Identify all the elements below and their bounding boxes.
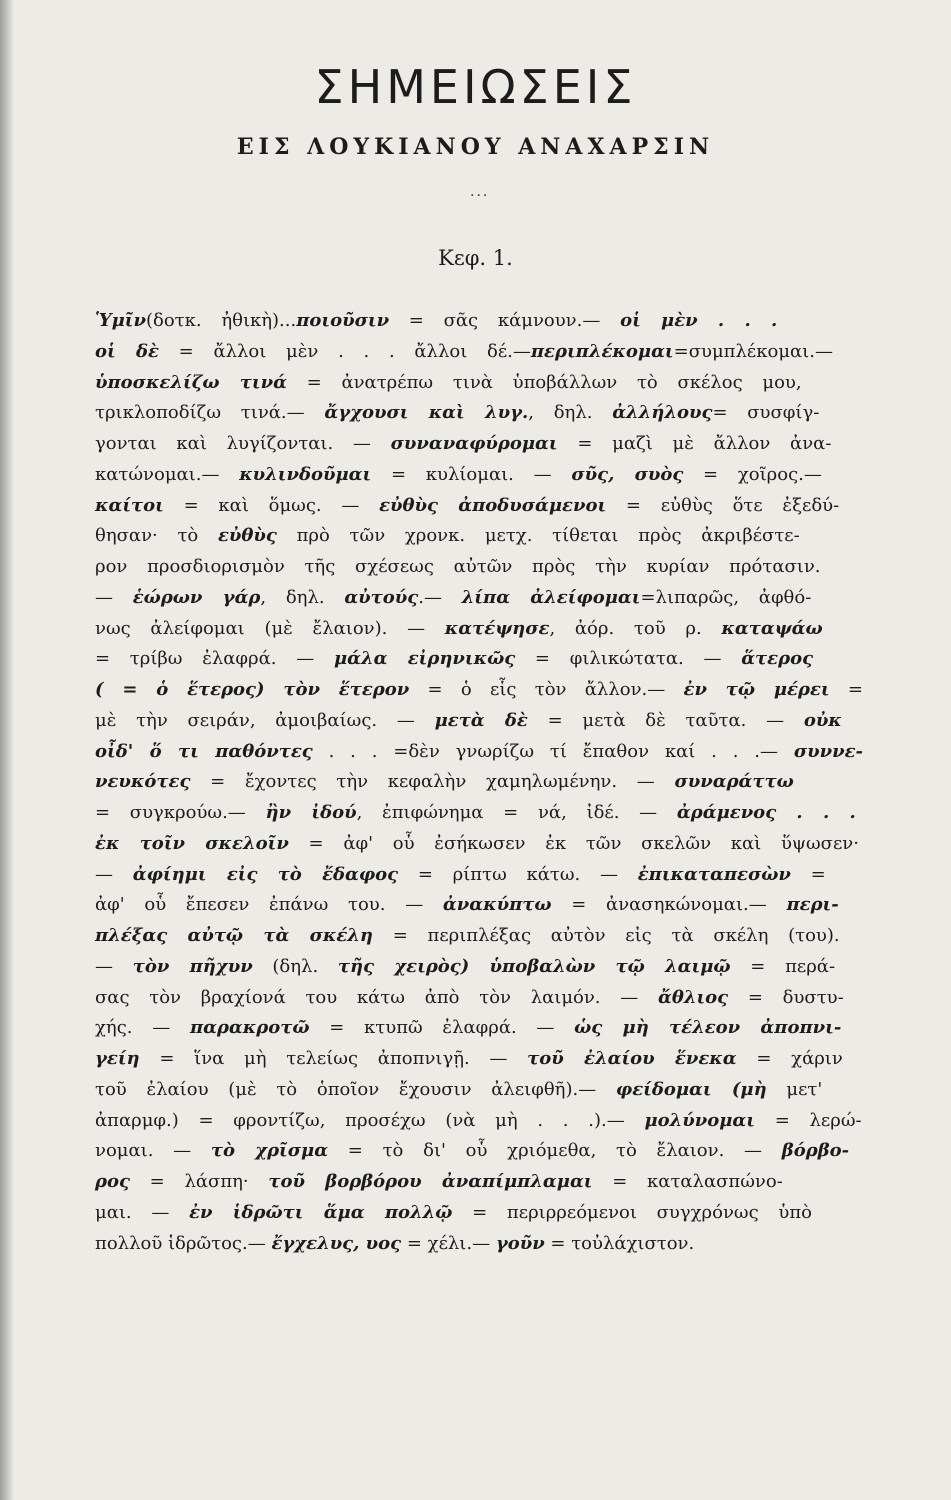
- lemma-term: ἐκ τοῖν σκελοῖν: [95, 832, 289, 854]
- lemma-term: ἐπικαταπεσὼν: [637, 863, 791, 885]
- gloss-text: = εὐθὺς ὅτε ἐξεδύ-: [606, 494, 840, 516]
- gloss-text: = περιρρεόμενοι συγχρόνως ὑπὸ: [452, 1201, 812, 1223]
- lemma-term: ρος: [95, 1171, 130, 1192]
- lemma-term: καίτοι: [95, 494, 164, 516]
- gloss-text: = μαζὶ μὲ ἄλλον ἀνα-: [557, 433, 832, 454]
- lemma-term: Ὑμῖν: [95, 310, 146, 331]
- gloss-text: = φιλικώτατα. —: [515, 648, 742, 670]
- text-line: [95, 798, 863, 829]
- lemma-term: οἶδ' ὅ τι παθόντες: [95, 740, 313, 762]
- gloss-text: , δηλ.: [260, 586, 345, 608]
- text-line: [95, 675, 863, 706]
- lemma-term: φείδομαι (μὴ: [615, 1078, 767, 1100]
- lemma-term: ἄθλιος: [657, 986, 729, 1008]
- gloss-text: =: [790, 863, 826, 885]
- page-subtitle: ΕΙΣ ΛΟΥΚΙΑΝΟΥ ΑΝΑΧΑΡΣΙΝ: [236, 134, 715, 160]
- lemma-term: συναράττω: [674, 771, 794, 793]
- gloss-text: τρικλοποδίζω τινά.—: [95, 402, 325, 424]
- gloss-text: = ἔχοντες τὴν κεφαλὴν χαμηλωμένην. —: [190, 771, 675, 793]
- text-line: [95, 614, 863, 645]
- gloss-text: νως ἀλείφομαι (μὲ ἔλαιον). —: [95, 617, 445, 639]
- lemma-term: γείη: [95, 1048, 140, 1069]
- gloss-text: χής. —: [95, 1017, 190, 1039]
- lemma-term: πλέξας αὐτῷ τὰ σκέλη: [95, 925, 373, 946]
- lemma-term: ἅτερος: [741, 648, 814, 670]
- lemma-term: περιπλέκομαι: [530, 340, 674, 362]
- lemma-term: συννε-: [793, 740, 863, 762]
- lemma-term: μετὰ δὲ: [434, 709, 528, 731]
- gloss-text: = τοὐλάχιστον.: [544, 1232, 695, 1254]
- gloss-text: (δηλ.: [252, 955, 338, 977]
- text-line: [95, 767, 863, 798]
- text-line: [95, 1167, 863, 1198]
- gloss-text: —: [95, 863, 133, 885]
- text-line: [95, 429, 863, 460]
- text-line: [95, 952, 863, 983]
- text-line: [95, 860, 863, 891]
- gloss-text: = κτυπῶ ἐλαφρά. —: [309, 1017, 575, 1039]
- gloss-text: ἀπαρμφ.) = φροντίζω, προσέχω (νὰ μὴ . . .).—: [95, 1109, 645, 1131]
- gloss-text: = ἵνα μὴ τελείως ἀποπνιγῇ. —: [139, 1048, 528, 1069]
- text-line: [95, 460, 863, 491]
- lemma-term: ἢν ἰδού: [265, 802, 357, 823]
- gloss-text: ἀφ' οὗ ἔπεσεν ἐπάνω του. —: [95, 894, 443, 916]
- lemma-term: παρακροτῶ: [189, 1017, 310, 1039]
- gloss-text: . . . =δὲν γνωρίζω τί ἔπαθον καί . . .—: [312, 740, 794, 762]
- gloss-text: μετ': [766, 1078, 823, 1100]
- gloss-text: = λερώ-: [754, 1109, 862, 1131]
- text-line: [95, 1229, 863, 1260]
- lemma-term: ἀλλήλους: [612, 402, 713, 424]
- gloss-text: = ἄλλοι μὲν . . . ἄλλοι δέ.—: [158, 340, 531, 362]
- gloss-text: —: [95, 955, 133, 977]
- text-line: [95, 306, 863, 337]
- gloss-text: = δυστυ-: [728, 986, 844, 1008]
- gloss-text: = συγκρούω.—: [95, 802, 266, 823]
- gloss-text: ρον προσδιορισμὸν τῆς σχέσεως αὐτῶν πρὸς τὴν κυρίαν πρότασιν.: [95, 556, 821, 577]
- commentary-text: [95, 306, 863, 1259]
- text-line: [95, 583, 863, 614]
- lemma-term: ἀράμενος . . .: [676, 802, 856, 823]
- text-line: [95, 398, 863, 429]
- text-line: [95, 552, 863, 583]
- gloss-text: = ἀφ' οὗ ἐσήκωσεν ἐκ τῶν σκελῶν καὶ ὕψωσεν·: [288, 832, 859, 854]
- text-line: [95, 1198, 863, 1229]
- gloss-text: , ἀόρ. τοῦ ρ.: [549, 617, 722, 639]
- lemma-term: ποιοῦσιν: [296, 310, 390, 331]
- text-line: [95, 337, 863, 368]
- lemma-term: γοῦν: [495, 1232, 545, 1254]
- gloss-text: μὲ τὴν σειράν, ἀμοιβαίως. —: [95, 709, 435, 731]
- lemma-term: εὐθὺς: [217, 525, 277, 547]
- text-line: [95, 521, 863, 552]
- gloss-text: πολλοῦ ἱδρῶτος.—: [95, 1232, 272, 1254]
- gloss-text: = ὁ εἷς τὸν ἄλλον.—: [409, 679, 684, 700]
- text-line: [95, 368, 863, 399]
- gloss-text: =: [829, 679, 863, 700]
- lemma-term: τὸ χρῖσμα: [210, 1140, 329, 1162]
- lemma-term: βόρβο-: [781, 1140, 850, 1162]
- lemma-term: λίπα ἀλείφομαι: [461, 586, 641, 608]
- gloss-text: —: [95, 586, 133, 608]
- ornament-dots: ...: [470, 184, 490, 200]
- gloss-text: = περιπλέξας αὐτὸν εἰς τὰ σκέλη (του).: [372, 925, 840, 946]
- lemma-term: ἐν τῷ μέρει: [683, 679, 830, 700]
- text-line: [95, 983, 863, 1014]
- gloss-text: μαι. —: [95, 1201, 190, 1223]
- lemma-term: καταψάω: [721, 617, 823, 639]
- text-line: [95, 1013, 863, 1044]
- lemma-term: ἄγχουσι καὶ λυγ.: [324, 402, 529, 424]
- lemma-term: περι-: [786, 894, 839, 916]
- lemma-term: ἑώρων γάρ: [132, 586, 261, 608]
- lemma-term: ἐν ἱδρῶτι ἅμα πολλῷ: [189, 1201, 453, 1223]
- lemma-term: τῆς χειρὸς) ὑποβαλὼν τῷ λαιμῷ: [337, 955, 731, 977]
- lemma-term: ( = ὁ ἕτερος) τὸν ἕτερον: [95, 679, 410, 700]
- gloss-text: = συσφίγ-: [712, 402, 820, 424]
- gloss-text: = καὶ ὅμως. —: [163, 494, 380, 516]
- gloss-text: = τὸ δι' οὗ χριόμεθα, τὸ ἔλαιον. —: [328, 1140, 782, 1162]
- lemma-term: ὑποσκελίζω τινά: [95, 371, 287, 393]
- text-line: [95, 890, 863, 921]
- lemma-term: ἀφίημι εἰς τὸ ἔδαφος: [132, 863, 399, 885]
- text-line: [95, 737, 863, 768]
- lemma-term: σῦς, συὸς: [571, 463, 684, 485]
- lemma-term: συναναφύρομαι: [390, 433, 558, 454]
- gloss-text: (δοτκ. ἠθικὴ)...: [145, 310, 297, 331]
- lemma-term: τοῦ βορβόρου ἀναπίμπλαμαι: [268, 1171, 593, 1192]
- chapter-heading: Κεφ. 1.: [438, 246, 513, 270]
- gloss-text: = χάριν: [736, 1048, 843, 1069]
- gloss-text: = λάσπη·: [129, 1171, 269, 1192]
- gloss-text: = ἀνατρέπω τινὰ ὑποβάλλων τὸ σκέλος μου,: [286, 371, 802, 393]
- gloss-text: =συμπλέκομαι.—: [673, 340, 833, 362]
- gloss-text: θησαν· τὸ: [95, 525, 218, 547]
- lemma-term: τοῦ ἐλαίου ἕνεκα: [527, 1048, 737, 1069]
- gloss-text: = μετὰ δὲ ταῦτα. —: [527, 709, 804, 731]
- text-line: [95, 829, 863, 860]
- gloss-text: = περά-: [730, 955, 836, 977]
- lemma-term: τὸν πῆχυν: [132, 955, 253, 977]
- lemma-term: κυλινδοῦμαι: [239, 463, 372, 485]
- lemma-term: ἔγχελυς, υος: [271, 1232, 402, 1254]
- gloss-text: , δηλ.: [528, 402, 613, 424]
- lemma-term: ὡς μὴ τέλεον ἀποπνι-: [574, 1017, 842, 1039]
- text-line: [95, 1044, 863, 1075]
- text-line: [95, 1136, 863, 1167]
- text-line: [95, 921, 863, 952]
- gloss-text: τοῦ ἐλαίου (μὲ τὸ ὁποῖον ἔχουσιν ἀλειφθῆ).—: [95, 1078, 616, 1100]
- gloss-text: νομαι. —: [95, 1140, 211, 1162]
- lemma-term: κατέψησε: [444, 617, 550, 639]
- text-line: [95, 491, 863, 522]
- page-gutter-shadow: [0, 0, 14, 1500]
- gloss-text: = ἀνασηκώνομαι.—: [551, 894, 787, 916]
- gloss-text: γονται καὶ λυγίζονται. —: [95, 433, 391, 454]
- gloss-text: κατώνομαι.—: [95, 463, 240, 485]
- gloss-text: , ἐπιφώνημα = νά, ἰδέ. —: [356, 802, 677, 823]
- gloss-text: =λιπαρῶς, ἀφθό-: [640, 586, 812, 608]
- lemma-term: αὐτούς: [344, 586, 419, 608]
- gloss-text: .—: [418, 586, 462, 608]
- lemma-term: οὐκ: [803, 709, 842, 731]
- gloss-text: = χέλι.—: [401, 1232, 496, 1254]
- page-title: ΣΗΜΕΙΩΣΕΙΣ: [314, 60, 637, 114]
- gloss-text: σας τὸν βραχίονά του κάτω ἀπὸ τὸν λαιμόν. —: [95, 986, 658, 1008]
- lemma-term: μολύνομαι: [644, 1109, 755, 1131]
- lemma-term: νευκότες: [95, 771, 191, 793]
- lemma-term: μάλα εἰρηνικῶς: [333, 648, 516, 670]
- lemma-term: εὐθὺς ἀποδυσάμενοι: [379, 494, 607, 516]
- gloss-text: = κυλίομαι. —: [371, 463, 572, 485]
- lemma-term: ἀνακύπτω: [442, 894, 552, 916]
- text-line: [95, 1075, 863, 1106]
- gloss-text: = σᾶς κάμνουν.—: [389, 310, 621, 331]
- gloss-text: = ρίπτω κάτω. —: [398, 863, 638, 885]
- gloss-text: = καταλασπώνο-: [592, 1171, 783, 1192]
- text-line: [95, 706, 863, 737]
- gloss-text: πρὸ τῶν χρονκ. μετχ. τίθεται πρὸς ἀκριβέστε-: [276, 525, 800, 547]
- lemma-term: οἱ δὲ: [95, 340, 159, 362]
- lemma-term: οἱ μὲν . . .: [620, 310, 778, 331]
- gloss-text: = τρίβω ἐλαφρά. —: [95, 648, 334, 670]
- gloss-text: = χοῖρος.—: [683, 463, 822, 485]
- text-line: [95, 644, 863, 675]
- text-line: [95, 1106, 863, 1137]
